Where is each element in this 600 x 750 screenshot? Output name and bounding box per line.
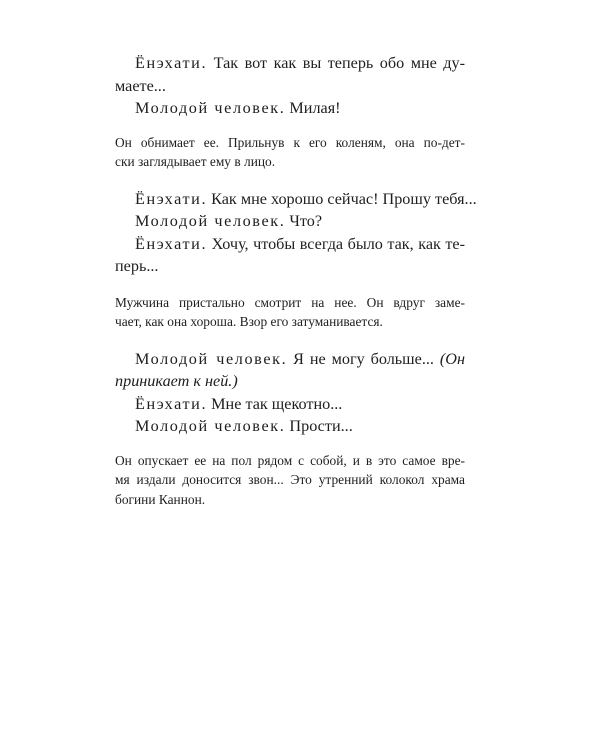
stage-text: мя издали доносится звон... Это утренний колокол храма [115,472,465,487]
dialogue-text: Прости... [285,417,353,435]
speaker-name: Ёнэхати. [135,394,208,413]
speaker-name: Ёнэхати. [135,234,208,253]
gap [115,278,465,293]
speaker-name: Ёнэхати. [135,54,208,72]
dialogue-line [115,75,465,98]
stage-direction [115,133,465,153]
speaker-name: Молодой человек. [135,212,286,230]
dialogue-line [115,52,465,75]
dialogue-line [115,233,465,256]
dialogue-text: Мне так щекотно... [207,394,343,413]
dialogue-line [115,188,477,211]
gap [115,438,465,451]
text-block [115,52,477,509]
dialogue-text: Как мне хорошо сейчас! Прошу тебя... [207,189,477,208]
inline-direction: (Он [433,349,465,368]
stage-text: Он обнимает ее. Прильнув к его коленям, она по-дет- [115,134,465,150]
dialogue-line [115,393,465,416]
stage-direction [115,293,465,313]
speaker-name: Ёнэхати. [135,189,208,208]
speaker-name: Молодой человек. [135,417,286,435]
dialogue-line [115,415,465,438]
dialogue-text: Милая! [285,99,341,117]
stage-text: чает, как она хороша. Взор его затуманивается. [115,314,383,329]
stage-direction [115,470,465,490]
stage-text: Мужчина пристально смотрит на нее. Он вдруг заме- [115,294,465,310]
stage-text: ски заглядывает ему в лицо. [115,154,276,169]
dialogue-text: Хочу, чтобы всегда было так, как те- [207,234,465,253]
dialogue-text: маете... [115,76,166,95]
dialogue-line [115,97,465,120]
dialogue-line [115,255,465,278]
dialogue-text: Я не могу больше... [287,349,434,368]
stage-direction [115,312,465,332]
inline-direction [115,370,465,393]
stage-direction [115,152,465,172]
dialogue-text: перь... [115,257,159,275]
gap [115,172,465,188]
dialogue-line [115,210,465,233]
dialogue-text: Что? [285,212,323,230]
dialogue-text: Так вот как вы теперь обо мне ду- [207,54,465,72]
gap [115,120,465,133]
gap [115,332,465,348]
direction-text: приникает к ней.) [115,372,238,390]
stage-text: Он опускает ее на пол рядом с собой, и в это самое вре- [115,452,465,468]
stage-direction [115,451,465,471]
speaker-name: Молодой человек. [135,349,288,368]
stage-text: богини Каннон. [115,491,206,507]
speaker-name: Молодой человек. [135,99,286,117]
dialogue-line [115,348,465,371]
stage-direction [115,490,465,510]
